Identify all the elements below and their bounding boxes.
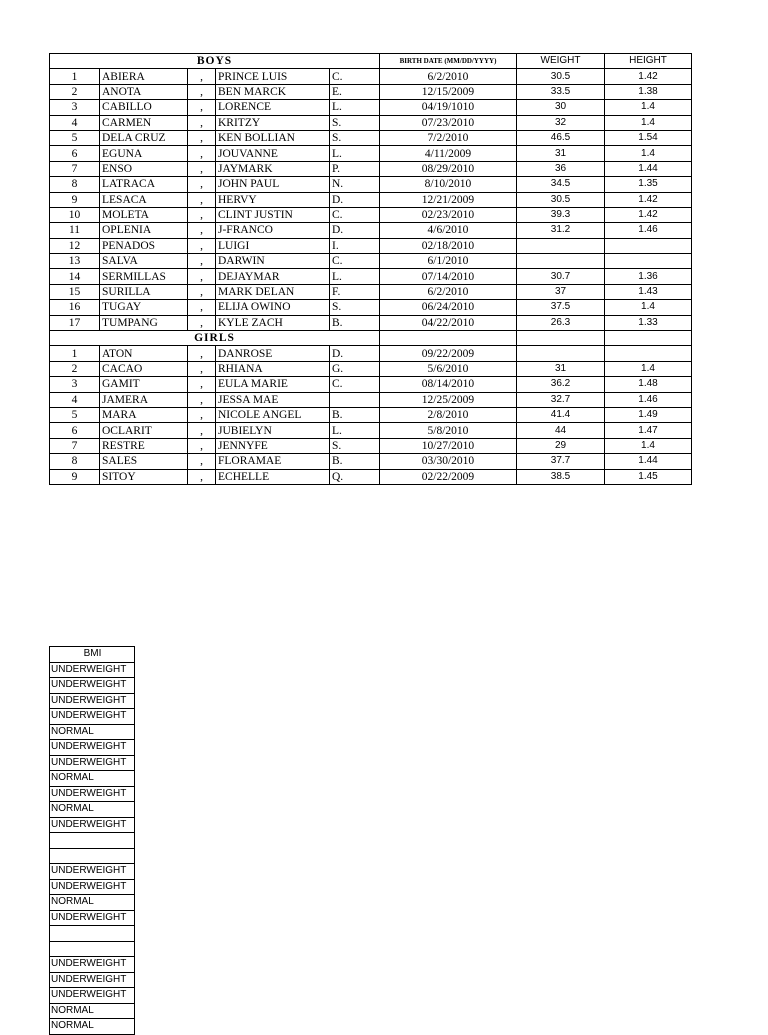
- birth-date: 8/10/2010: [380, 177, 517, 192]
- table-row: [50, 361, 692, 376]
- bmi-row: [50, 709, 135, 725]
- bmi-row: [50, 957, 135, 973]
- first-name: BEN MARCK: [216, 84, 330, 99]
- boys-header: BOYS: [50, 54, 380, 69]
- first-name: J-FRANCO: [216, 223, 330, 238]
- height-value: [605, 346, 692, 361]
- last-name: CARMEN: [100, 115, 188, 130]
- birth-date: 02/22/2009: [380, 469, 517, 484]
- middle-initial: L.: [330, 423, 380, 438]
- last-name: SITOY: [100, 469, 188, 484]
- height-value: 1.43: [605, 284, 692, 299]
- first-name: FLORAMAE: [216, 454, 330, 469]
- name-separator: ,: [188, 146, 216, 161]
- middle-initial: C.: [330, 254, 380, 269]
- first-name: LORENCE: [216, 100, 330, 115]
- middle-initial: P.: [330, 161, 380, 176]
- height-value: 1.4: [605, 300, 692, 315]
- height-value: 1.4: [605, 361, 692, 376]
- bmi-row: [50, 926, 135, 942]
- name-separator: ,: [188, 115, 216, 130]
- last-name: SALES: [100, 454, 188, 469]
- first-name: JESSA MAE: [216, 392, 330, 407]
- birth-date-header: BIRTH DATE (MM/DD/YYYY): [380, 54, 517, 69]
- bmi-header: BMI: [50, 647, 135, 663]
- first-name: DEJAYMAR: [216, 269, 330, 284]
- row-number: 5: [50, 130, 100, 145]
- birth-date: 10/27/2010: [380, 438, 517, 453]
- bmi-value: NORMAL: [50, 1019, 135, 1035]
- first-name: ECHELLE: [216, 469, 330, 484]
- bmi-row: [50, 910, 135, 926]
- table-row: [50, 69, 692, 84]
- empty-cell: [605, 331, 692, 346]
- bmi-value: UNDERWEIGHT: [50, 662, 135, 678]
- middle-initial: D.: [330, 346, 380, 361]
- last-name: TUGAY: [100, 300, 188, 315]
- table-row: [50, 346, 692, 361]
- last-name: RESTRE: [100, 438, 188, 453]
- bmi-value: UNDERWEIGHT: [50, 693, 135, 709]
- bmi-value: NORMAL: [50, 1003, 135, 1019]
- weight-value: 31.2: [517, 223, 605, 238]
- name-separator: ,: [188, 177, 216, 192]
- row-number: 7: [50, 438, 100, 453]
- name-separator: ,: [188, 454, 216, 469]
- birth-date: 12/25/2009: [380, 392, 517, 407]
- weight-value: 37.7: [517, 454, 605, 469]
- first-name: KYLE ZACH: [216, 315, 330, 330]
- row-number: 2: [50, 84, 100, 99]
- birth-date: 08/29/2010: [380, 161, 517, 176]
- table-row: [50, 438, 692, 453]
- table-row: [50, 469, 692, 484]
- row-number: 8: [50, 454, 100, 469]
- table-row: [50, 315, 692, 330]
- weight-value: 37.5: [517, 300, 605, 315]
- middle-initial: G.: [330, 361, 380, 376]
- last-name: ANOTA: [100, 84, 188, 99]
- last-name: EGUNA: [100, 146, 188, 161]
- first-name: EULA MARIE: [216, 377, 330, 392]
- weight-value: 30.5: [517, 192, 605, 207]
- girls-header: GIRLS: [50, 331, 380, 346]
- row-number: 1: [50, 69, 100, 84]
- height-value: 1.45: [605, 469, 692, 484]
- bmi-value: UNDERWEIGHT: [50, 678, 135, 694]
- bmi-value: UNDERWEIGHT: [50, 864, 135, 880]
- height-value: 1.36: [605, 269, 692, 284]
- table-row: [50, 269, 692, 284]
- first-name: KRITZY: [216, 115, 330, 130]
- row-number: 9: [50, 469, 100, 484]
- bmi-value: UNDERWEIGHT: [50, 786, 135, 802]
- table-row: [50, 377, 692, 392]
- bmi-value: UNDERWEIGHT: [50, 910, 135, 926]
- table-row: [50, 223, 692, 238]
- middle-initial: I.: [330, 238, 380, 253]
- name-separator: ,: [188, 392, 216, 407]
- bmi-value: UNDERWEIGHT: [50, 972, 135, 988]
- height-value: 1.47: [605, 423, 692, 438]
- table-row: [50, 192, 692, 207]
- name-separator: ,: [188, 469, 216, 484]
- first-name: DANROSE: [216, 346, 330, 361]
- name-separator: ,: [188, 300, 216, 315]
- last-name: OCLARIT: [100, 423, 188, 438]
- birth-date: 07/23/2010: [380, 115, 517, 130]
- row-number: 2: [50, 361, 100, 376]
- name-separator: ,: [188, 207, 216, 222]
- weight-value: 30.5: [517, 69, 605, 84]
- name-separator: ,: [188, 192, 216, 207]
- bmi-table: [49, 646, 135, 1035]
- weight-value: [517, 346, 605, 361]
- row-number: 6: [50, 423, 100, 438]
- birth-date: 6/1/2010: [380, 254, 517, 269]
- last-name: MOLETA: [100, 207, 188, 222]
- table-row: [50, 84, 692, 99]
- name-separator: ,: [188, 438, 216, 453]
- bmi-row: [50, 972, 135, 988]
- birth-date: 03/30/2010: [380, 454, 517, 469]
- bmi-row: [50, 988, 135, 1004]
- middle-initial: L.: [330, 100, 380, 115]
- bmi-value: NORMAL: [50, 895, 135, 911]
- birth-date: 6/2/2010: [380, 284, 517, 299]
- name-separator: ,: [188, 423, 216, 438]
- empty-cell: [517, 331, 605, 346]
- middle-initial: D.: [330, 223, 380, 238]
- middle-initial: [330, 392, 380, 407]
- bmi-value: UNDERWEIGHT: [50, 879, 135, 895]
- bmi-value: UNDERWEIGHT: [50, 988, 135, 1004]
- height-value: [605, 254, 692, 269]
- middle-initial: F.: [330, 284, 380, 299]
- birth-date: 2/8/2010: [380, 407, 517, 422]
- height-value: 1.42: [605, 69, 692, 84]
- row-number: 7: [50, 161, 100, 176]
- bmi-row: [50, 678, 135, 694]
- table-row: [50, 284, 692, 299]
- row-number: 1: [50, 346, 100, 361]
- last-name: LESACA: [100, 192, 188, 207]
- bmi-row: [50, 879, 135, 895]
- birth-date: 06/24/2010: [380, 300, 517, 315]
- name-separator: ,: [188, 315, 216, 330]
- row-number: 4: [50, 392, 100, 407]
- birth-date: 4/11/2009: [380, 146, 517, 161]
- table-row: [50, 115, 692, 130]
- bmi-value: UNDERWEIGHT: [50, 957, 135, 973]
- middle-initial: B.: [330, 315, 380, 330]
- name-separator: ,: [188, 161, 216, 176]
- last-name: SALVA: [100, 254, 188, 269]
- bmi-row: [50, 724, 135, 740]
- weight-value: 30: [517, 100, 605, 115]
- table-row: [50, 454, 692, 469]
- height-value: 1.49: [605, 407, 692, 422]
- bmi-row: [50, 693, 135, 709]
- height-value: 1.44: [605, 454, 692, 469]
- weight-value: 41.4: [517, 407, 605, 422]
- bmi-row: [50, 864, 135, 880]
- weight-value: 32.7: [517, 392, 605, 407]
- height-value: 1.46: [605, 223, 692, 238]
- height-value: 1.4: [605, 115, 692, 130]
- weight-value: 31: [517, 146, 605, 161]
- height-value: 1.35: [605, 177, 692, 192]
- middle-initial: B.: [330, 454, 380, 469]
- first-name: JENNYFE: [216, 438, 330, 453]
- table-row: [50, 423, 692, 438]
- row-number: 4: [50, 115, 100, 130]
- middle-initial: C.: [330, 207, 380, 222]
- row-number: 10: [50, 207, 100, 222]
- birth-date: 6/2/2010: [380, 69, 517, 84]
- middle-initial: S.: [330, 130, 380, 145]
- middle-initial: C.: [330, 69, 380, 84]
- name-separator: ,: [188, 254, 216, 269]
- bmi-value: [50, 926, 135, 942]
- height-value: 1.44: [605, 161, 692, 176]
- weight-value: 38.5: [517, 469, 605, 484]
- middle-initial: S.: [330, 115, 380, 130]
- weight-value: 36.2: [517, 377, 605, 392]
- height-value: 1.54: [605, 130, 692, 145]
- row-number: 16: [50, 300, 100, 315]
- middle-initial: E.: [330, 84, 380, 99]
- first-name: HERVY: [216, 192, 330, 207]
- empty-cell: [380, 331, 517, 346]
- first-name: RHIANA: [216, 361, 330, 376]
- last-name: ENSO: [100, 161, 188, 176]
- table-row: [50, 146, 692, 161]
- first-name: JOUVANNE: [216, 146, 330, 161]
- birth-date: 02/23/2010: [380, 207, 517, 222]
- table-row: [50, 207, 692, 222]
- height-value: [605, 238, 692, 253]
- first-name: NICOLE ANGEL: [216, 407, 330, 422]
- height-value: 1.38: [605, 84, 692, 99]
- birth-date: 7/2/2010: [380, 130, 517, 145]
- row-number: 6: [50, 146, 100, 161]
- table-row: [50, 161, 692, 176]
- bmi-row: [50, 740, 135, 756]
- birth-date: 08/14/2010: [380, 377, 517, 392]
- row-number: 8: [50, 177, 100, 192]
- first-name: DARWIN: [216, 254, 330, 269]
- last-name: PENADOS: [100, 238, 188, 253]
- middle-initial: L.: [330, 269, 380, 284]
- birth-date: 12/15/2009: [380, 84, 517, 99]
- bmi-row: [50, 1003, 135, 1019]
- first-name: KEN BOLLIAN: [216, 130, 330, 145]
- first-name: JUBIELYN: [216, 423, 330, 438]
- weight-value: 33.5: [517, 84, 605, 99]
- bmi-value: NORMAL: [50, 724, 135, 740]
- bmi-row: [50, 833, 135, 849]
- middle-initial: L.: [330, 146, 380, 161]
- bmi-value: [50, 833, 135, 849]
- middle-initial: S.: [330, 300, 380, 315]
- row-number: 11: [50, 223, 100, 238]
- name-separator: ,: [188, 346, 216, 361]
- height-value: 1.42: [605, 192, 692, 207]
- birth-date: 07/14/2010: [380, 269, 517, 284]
- table-row: [50, 177, 692, 192]
- height-value: 1.4: [605, 438, 692, 453]
- weight-value: 29: [517, 438, 605, 453]
- bmi-value: UNDERWEIGHT: [50, 817, 135, 833]
- weight-value: 26.3: [517, 315, 605, 330]
- weight-value: 32: [517, 115, 605, 130]
- height-value: 1.4: [605, 146, 692, 161]
- first-name: ELIJA OWINO: [216, 300, 330, 315]
- bmi-value: NORMAL: [50, 771, 135, 787]
- weight-value: 46.5: [517, 130, 605, 145]
- birth-date: 04/19/1010: [380, 100, 517, 115]
- middle-initial: D.: [330, 192, 380, 207]
- weight-value: [517, 238, 605, 253]
- student-records-table: [49, 53, 692, 485]
- last-name: CACAO: [100, 361, 188, 376]
- birth-date: 12/21/2009: [380, 192, 517, 207]
- name-separator: ,: [188, 69, 216, 84]
- weight-value: [517, 254, 605, 269]
- middle-initial: S.: [330, 438, 380, 453]
- bmi-row: [50, 848, 135, 864]
- bmi-row: [50, 802, 135, 818]
- row-number: 17: [50, 315, 100, 330]
- birth-date: 5/8/2010: [380, 423, 517, 438]
- row-number: 13: [50, 254, 100, 269]
- height-value: 1.48: [605, 377, 692, 392]
- first-name: LUIGI: [216, 238, 330, 253]
- name-separator: ,: [188, 407, 216, 422]
- height-header: HEIGHT: [605, 54, 692, 69]
- first-name: MARK DELAN: [216, 284, 330, 299]
- bmi-value: UNDERWEIGHT: [50, 755, 135, 771]
- name-separator: ,: [188, 284, 216, 299]
- row-number: 15: [50, 284, 100, 299]
- bmi-row: [50, 662, 135, 678]
- row-number: 3: [50, 377, 100, 392]
- row-number: 9: [50, 192, 100, 207]
- bmi-row: [50, 895, 135, 911]
- name-separator: ,: [188, 238, 216, 253]
- weight-value: 36: [517, 161, 605, 176]
- bmi-row: [50, 755, 135, 771]
- weight-value: 44: [517, 423, 605, 438]
- bmi-row: [50, 1019, 135, 1035]
- middle-initial: N.: [330, 177, 380, 192]
- weight-value: 30.7: [517, 269, 605, 284]
- last-name: ABIERA: [100, 69, 188, 84]
- first-name: JOHN PAUL: [216, 177, 330, 192]
- bmi-row: [50, 941, 135, 957]
- name-separator: ,: [188, 130, 216, 145]
- weight-value: 34.5: [517, 177, 605, 192]
- middle-initial: B.: [330, 407, 380, 422]
- last-name: CABILLO: [100, 100, 188, 115]
- table-row: [50, 254, 692, 269]
- row-number: 14: [50, 269, 100, 284]
- birth-date: 5/6/2010: [380, 361, 517, 376]
- birth-date: 02/18/2010: [380, 238, 517, 253]
- last-name: JAMERA: [100, 392, 188, 407]
- bmi-row: [50, 786, 135, 802]
- bmi-value: NORMAL: [50, 802, 135, 818]
- first-name: CLINT JUSTIN: [216, 207, 330, 222]
- last-name: LATRACA: [100, 177, 188, 192]
- row-number: 12: [50, 238, 100, 253]
- table-row: [50, 300, 692, 315]
- first-name: PRINCE LUIS: [216, 69, 330, 84]
- last-name: SURILLA: [100, 284, 188, 299]
- birth-date: 09/22/2009: [380, 346, 517, 361]
- height-value: 1.46: [605, 392, 692, 407]
- name-separator: ,: [188, 361, 216, 376]
- bmi-value: UNDERWEIGHT: [50, 709, 135, 725]
- birth-date: 4/6/2010: [380, 223, 517, 238]
- last-name: TUMPANG: [100, 315, 188, 330]
- bmi-row: [50, 817, 135, 833]
- last-name: MARA: [100, 407, 188, 422]
- bmi-value: [50, 941, 135, 957]
- middle-initial: C.: [330, 377, 380, 392]
- last-name: SERMILLAS: [100, 269, 188, 284]
- bmi-value: UNDERWEIGHT: [50, 740, 135, 756]
- row-number: 3: [50, 100, 100, 115]
- name-separator: ,: [188, 223, 216, 238]
- last-name: OPLENIA: [100, 223, 188, 238]
- bmi-row: [50, 771, 135, 787]
- last-name: DELA CRUZ: [100, 130, 188, 145]
- table-row: [50, 407, 692, 422]
- table-row: [50, 100, 692, 115]
- middle-initial: Q.: [330, 469, 380, 484]
- table-row: [50, 238, 692, 253]
- header-row: [50, 54, 692, 69]
- birth-date: 04/22/2010: [380, 315, 517, 330]
- weight-header: WEIGHT: [517, 54, 605, 69]
- table-row: [50, 392, 692, 407]
- first-name: JAYMARK: [216, 161, 330, 176]
- height-value: 1.33: [605, 315, 692, 330]
- bmi-header-row: [50, 647, 135, 663]
- height-value: 1.42: [605, 207, 692, 222]
- name-separator: ,: [188, 269, 216, 284]
- weight-value: 39.3: [517, 207, 605, 222]
- bmi-value: [50, 848, 135, 864]
- last-name: ATON: [100, 346, 188, 361]
- height-value: 1.4: [605, 100, 692, 115]
- row-number: 5: [50, 407, 100, 422]
- name-separator: ,: [188, 84, 216, 99]
- weight-value: 37: [517, 284, 605, 299]
- girls-header-row: [50, 331, 692, 346]
- table-row: [50, 130, 692, 145]
- name-separator: ,: [188, 377, 216, 392]
- weight-value: 31: [517, 361, 605, 376]
- last-name: GAMIT: [100, 377, 188, 392]
- name-separator: ,: [188, 100, 216, 115]
